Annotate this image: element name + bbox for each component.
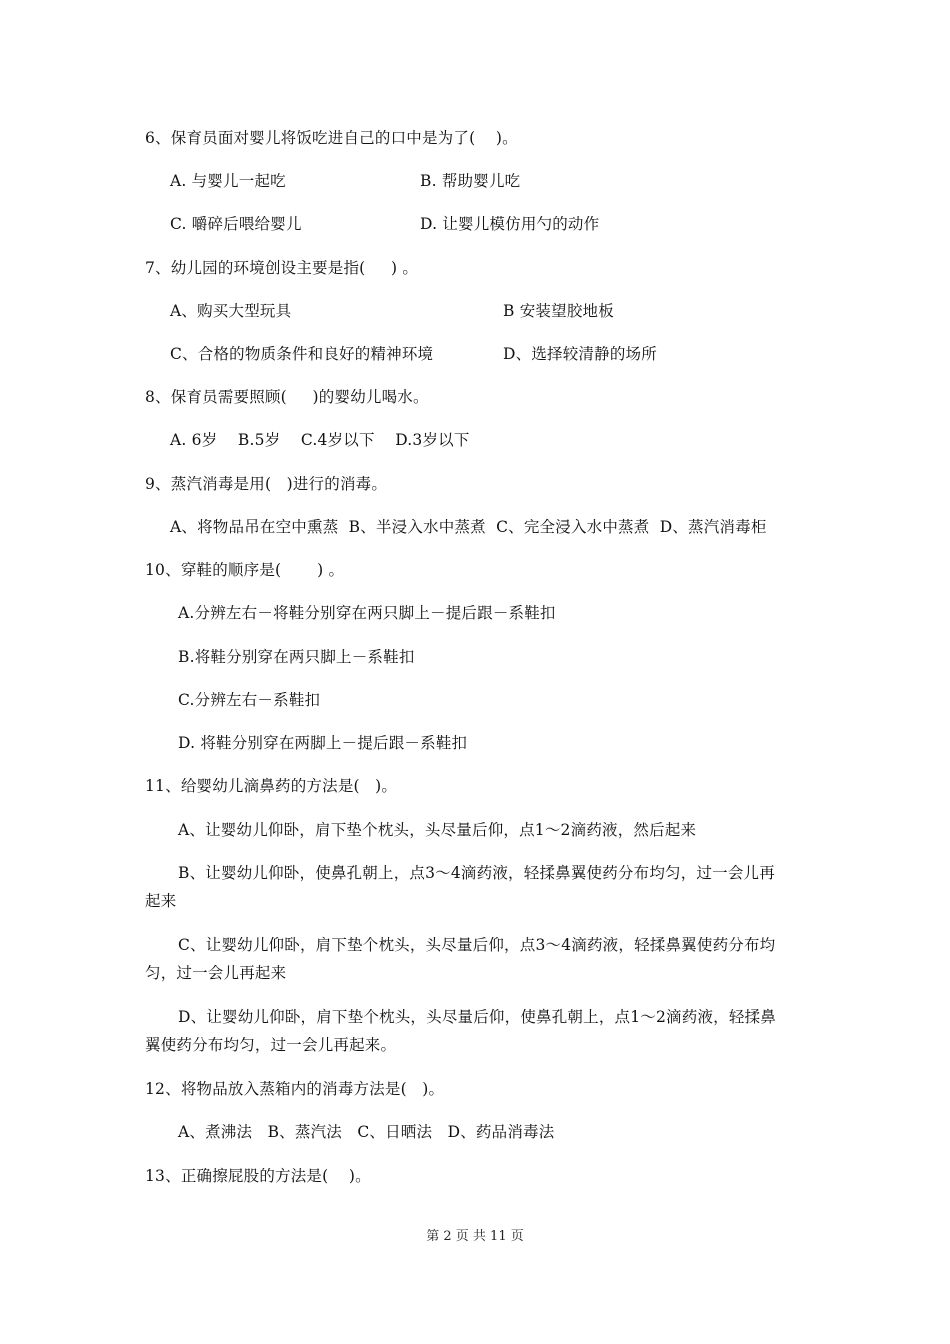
question-6-option-b: B. 帮助婴儿吃 xyxy=(420,172,521,190)
question-8-stem: 8、保育员需要照顾( )的婴幼儿喝水。 xyxy=(145,388,429,406)
question-6-option-c: C. 嚼碎后喂给婴儿 xyxy=(170,215,302,233)
question-10-stem: 10、穿鞋的顺序是( ) 。 xyxy=(145,561,345,579)
question-11-option-d-line2: 翼使药分布均匀，过一会儿再起来。 xyxy=(145,1036,397,1054)
question-9-options: A、将物品吊在空中熏蒸 B、半浸入水中蒸煮 C、完全浸入水中蒸煮 D、蒸汽消毒柜 xyxy=(170,518,767,536)
page-footer: 第 2 页 共 11 页 xyxy=(426,1229,524,1244)
question-11-option-b-line2: 起来 xyxy=(145,892,177,910)
question-12-options: A、煮沸法 B、蒸汽法 C、日晒法 D、药品消毒法 xyxy=(178,1123,555,1141)
question-12-stem: 12、将物品放入蒸箱内的消毒方法是( )。 xyxy=(145,1080,445,1098)
question-10-option-a: A.分辨左右－将鞋分别穿在两只脚上－提后跟－系鞋扣 xyxy=(178,604,556,622)
question-6-option-d: D. 让婴儿模仿用勺的动作 xyxy=(420,215,600,233)
question-7-option-c: C、合格的物质条件和良好的精神环境 xyxy=(170,345,434,363)
question-7-option-a: A、购买大型玩具 xyxy=(170,302,292,320)
question-11-option-c-line1: C、让婴幼儿仰卧，肩下垫个枕头，头尽量后仰，点3～4滴药液，轻揉鼻翼使药分布均 xyxy=(178,936,776,954)
question-7-stem: 7、幼儿园的环境创设主要是指( ) 。 xyxy=(145,259,419,277)
question-9-stem: 9、蒸汽消毒是用( )进行的消毒。 xyxy=(145,475,388,493)
question-11-option-c-line2: 匀，过一会儿再起来 xyxy=(145,964,287,982)
question-7-option-b: B 安装望胶地板 xyxy=(503,302,614,320)
question-10-option-c: C.分辨左右－系鞋扣 xyxy=(178,691,321,709)
question-11-option-d-line1: D、让婴幼儿仰卧，肩下垫个枕头，头尽量后仰，使鼻孔朝上，点1～2滴药液，轻揉鼻 xyxy=(178,1008,776,1026)
question-13-stem: 13、正确擦屁股的方法是( )。 xyxy=(145,1167,371,1185)
question-11-option-b-line1: B、让婴幼儿仰卧，使鼻孔朝上，点3～4滴药液，轻揉鼻翼使药分布均匀，过一会儿再 xyxy=(178,864,775,882)
question-11-option-a: A、让婴幼儿仰卧，肩下垫个枕头，头尽量后仰，点1～2滴药液，然后起来 xyxy=(178,821,697,839)
question-10-option-d: D. 将鞋分别穿在两脚上－提后跟－系鞋扣 xyxy=(178,734,468,752)
question-7-option-d: D、选择较清静的场所 xyxy=(503,345,657,363)
question-8-options: A. 6岁 B.5岁 C.4岁以下 D.3岁以下 xyxy=(170,431,470,449)
question-6-option-a: A. 与婴儿一起吃 xyxy=(170,172,286,190)
question-11-stem: 11、给婴幼儿滴鼻药的方法是( )。 xyxy=(145,777,398,795)
question-6-stem: 6、保育员面对婴儿将饭吃进自己的口中是为了( )。 xyxy=(145,129,518,147)
question-10-option-b: B.将鞋分别穿在两只脚上－系鞋扣 xyxy=(178,648,415,666)
